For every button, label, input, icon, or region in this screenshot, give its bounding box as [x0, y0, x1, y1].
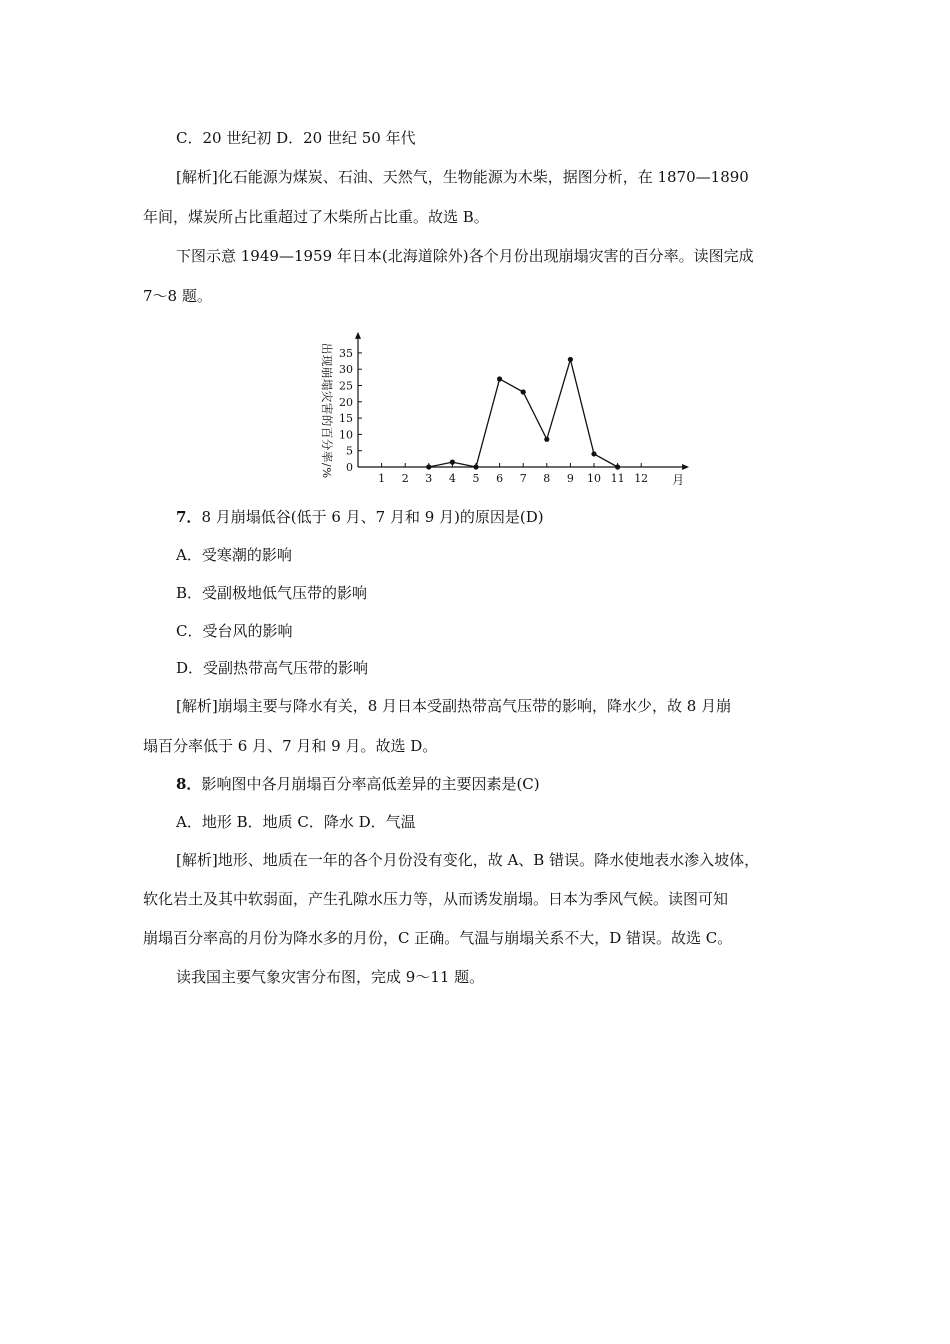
option-b: B．受副极地低气压带的影响 [176, 584, 368, 602]
data-point [591, 451, 596, 456]
analysis-line: [解析]崩塌主要与降水有关，8 月日本受副热带高气压带的影响，降水少，故 8 月崩 [176, 697, 732, 715]
y-tick-label: 35 [339, 346, 353, 360]
series-line [429, 359, 618, 467]
analysis-line: [解析]化石能源为煤炭、石油、天然气，生物能源为木柴，据图分析，在 1870—1890 [176, 168, 749, 186]
intro-line: 下图示意 1949—1959 年日本(北海道除外)各个月份出现崩塌灾害的百分率。读图完成 [176, 247, 754, 265]
intro-line: 7～8 题。 [143, 287, 212, 305]
x-tick-label: 1 [378, 472, 386, 485]
options-line: A．地形 B．地质 C．降水 D．气温 [176, 813, 416, 831]
question-number: 7． [176, 508, 202, 526]
analysis-line: 塌百分率低于 6 月、7 月和 9 月。故选 D。 [143, 737, 438, 755]
x-tick-label: 6 [496, 472, 504, 485]
analysis-line: 崩塌百分率高的月份为降水多的月份，C 正确。气温与崩塌关系不大，D 错误。故选 C。 [143, 929, 733, 947]
analysis-line: 软化岩土及其中软弱面，产生孔隙水压力等，从而诱发崩塌。日本为季风气候。读图可知 [143, 890, 729, 908]
option-c: C．受台风的影响 [176, 622, 293, 640]
x-axis-label: 月 [672, 473, 685, 487]
data-point [473, 464, 478, 469]
collapse-percentage-line-chart [312, 315, 685, 495]
x-tick-label: 3 [425, 472, 433, 485]
analysis-line: 年间，煤炭所占比重超过了木柴所占比重。故选 B。 [143, 208, 489, 226]
intro-line: 读我国主要气象灾害分布图，完成 9～11 题。 [176, 968, 485, 986]
x-axis-arrow [682, 464, 689, 470]
y-axis-arrow [355, 332, 361, 339]
analysis-line: [解析]地形、地质在一年的各个月份没有变化，故 A、B 错误。降水使地表水渗入坡体， [176, 851, 760, 869]
question-7 [176, 507, 544, 527]
x-tick-label: 12 [634, 472, 649, 485]
option-line-c-d: C．20 世纪初 D．20 世纪 50 年代 [176, 129, 416, 147]
x-tick-label: 8 [543, 472, 551, 485]
y-axis-label: 出现崩塌灾害的百分率/% [320, 342, 334, 479]
x-tick-label: 5 [472, 472, 480, 485]
data-point [544, 437, 549, 442]
y-tick-label: 25 [339, 379, 353, 393]
data-point [568, 357, 573, 362]
data-point [497, 376, 502, 381]
y-tick-label: 20 [339, 395, 353, 409]
y-tick-label: 0 [346, 461, 353, 474]
question-text: 8 月崩塌低谷(低于 6 月、7 月和 9 月)的原因是(D) [201, 508, 544, 526]
question-8 [176, 774, 540, 794]
x-tick-label: 4 [448, 472, 456, 485]
y-tick-label: 15 [339, 412, 353, 426]
x-tick-label: 2 [401, 472, 409, 485]
y-tick-label: 10 [339, 428, 353, 442]
x-tick-label: 9 [566, 472, 574, 485]
option-d: D．受副热带高气压带的影响 [176, 659, 369, 677]
y-tick-label: 30 [339, 363, 353, 377]
data-point [450, 460, 455, 465]
question-text: 影响图中各月崩塌百分率高低差异的主要因素是(C) [201, 775, 540, 793]
question-number: 8． [176, 775, 202, 793]
x-tick-label: 11 [610, 472, 625, 485]
x-tick-label: 10 [587, 472, 601, 485]
data-point [426, 464, 431, 469]
data-point [521, 389, 526, 394]
x-tick-label: 7 [519, 472, 527, 485]
option-a: A．受寒潮的影响 [176, 546, 292, 564]
data-point [615, 464, 620, 469]
y-tick-label: 5 [346, 444, 353, 458]
